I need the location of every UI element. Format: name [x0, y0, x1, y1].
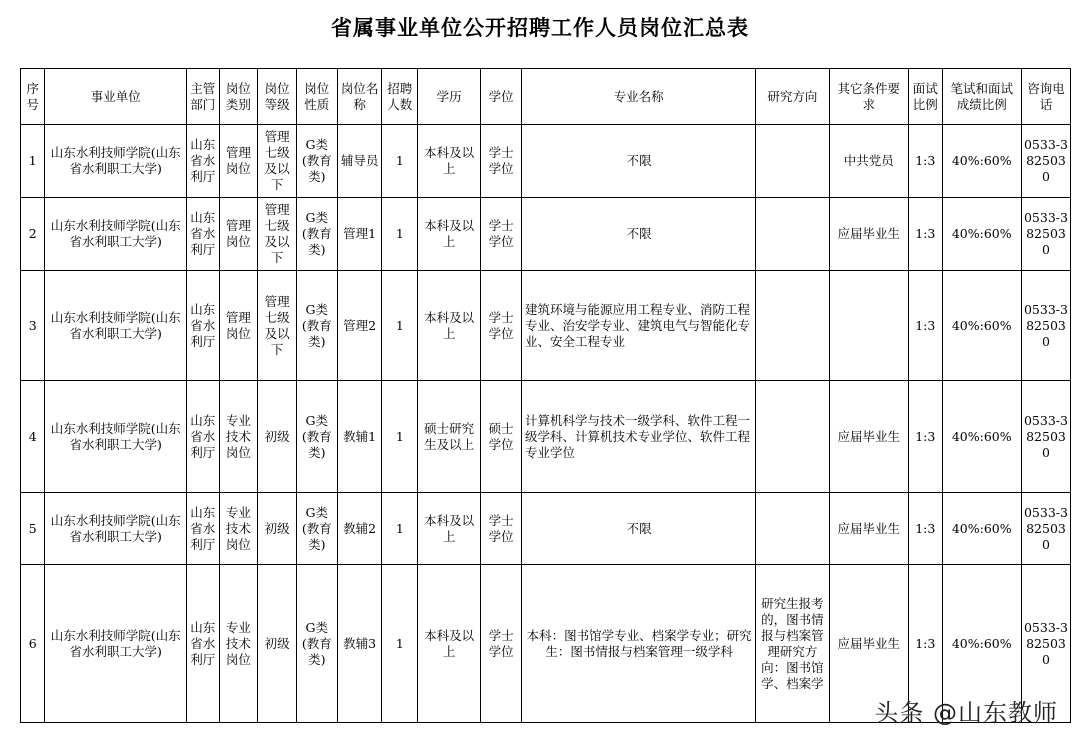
header-cell: 事业单位	[45, 69, 187, 125]
nature-cell: G类(教育类)	[296, 198, 337, 271]
other-cell: 应届毕业生	[829, 565, 908, 723]
interview-ratio-cell: 1:3	[908, 565, 942, 723]
score-ratio-cell: 40%:60%	[942, 125, 1021, 198]
major-cell: 不限	[521, 493, 755, 565]
unit-cell: 山东水利技师学院(山东省水利职工大学)	[45, 125, 187, 198]
dept-cell: 山东省水利厅	[186, 381, 219, 493]
major-cell: 不限	[521, 198, 755, 271]
post-cell: 教辅1	[337, 381, 382, 493]
table-row	[21, 271, 1071, 381]
unit-cell: 山东水利技师学院(山东省水利职工大学)	[45, 381, 187, 493]
header-cell: 岗位名称	[337, 69, 382, 125]
other-cell: 应届毕业生	[829, 493, 908, 565]
post-cell: 教辅2	[337, 493, 382, 565]
degree-cell: 学士学位	[481, 271, 522, 381]
unit-cell: 山东水利技师学院(山东省水利职工大学)	[45, 271, 187, 381]
level-cell: 初级	[258, 493, 297, 565]
degree-cell: 学士学位	[481, 198, 522, 271]
unit-cell: 山东水利技师学院(山东省水利职工大学)	[45, 493, 187, 565]
education-cell: 本科及以上	[418, 493, 481, 565]
major-cell: 不限	[521, 125, 755, 198]
count-cell: 1	[382, 198, 418, 271]
other-cell	[829, 271, 908, 381]
education-cell: 硕士研究生及以上	[418, 381, 481, 493]
count-cell: 1	[382, 381, 418, 493]
count-cell: 1	[382, 565, 418, 723]
research-cell	[756, 381, 829, 493]
phone-cell: 0533-3825030	[1021, 198, 1070, 271]
header-cell: 学位	[481, 69, 522, 125]
unit-cell: 山东水利技师学院(山东省水利职工大学)	[45, 198, 187, 271]
other-cell: 应届毕业生	[829, 381, 908, 493]
research-cell	[756, 198, 829, 271]
research-cell: 研究生报考的，图书情报与档案管理研究方向：图书馆学、档案学	[756, 565, 829, 723]
research-cell	[756, 125, 829, 198]
interview-ratio-cell: 1:3	[908, 493, 942, 565]
header-cell: 其它条件要求	[829, 69, 908, 125]
header-cell: 主管部门	[186, 69, 219, 125]
category-cell: 管理岗位	[219, 125, 258, 198]
phone-cell: 0533-3825030	[1021, 381, 1070, 493]
interview-ratio-cell: 1:3	[908, 125, 942, 198]
header-cell: 咨询电话	[1021, 69, 1070, 125]
other-cell: 中共党员	[829, 125, 908, 198]
level-cell: 管理七级及以下	[258, 198, 297, 271]
education-cell: 本科及以上	[418, 565, 481, 723]
count-cell: 1	[382, 493, 418, 565]
header-cell: 岗位等级	[258, 69, 297, 125]
count-cell: 1	[382, 125, 418, 198]
post-cell: 教辅3	[337, 565, 382, 723]
header-cell: 专业名称	[521, 69, 755, 125]
row-number: 2	[21, 198, 45, 271]
row-number: 1	[21, 125, 45, 198]
header-cell: 招聘人数	[382, 69, 418, 125]
document-title: 省属事业单位公开招聘工作人员岗位汇总表	[331, 15, 749, 40]
major-cell: 建筑环境与能源应用工程专业、消防工程专业、治安学专业、建筑电气与智能化专业、安全工程专业	[521, 271, 755, 381]
education-cell: 本科及以上	[418, 198, 481, 271]
phone-cell: 0533-3825030	[1021, 125, 1070, 198]
category-cell: 管理岗位	[219, 198, 258, 271]
interview-ratio-cell: 1:3	[908, 381, 942, 493]
row-number: 5	[21, 493, 45, 565]
table-row	[21, 381, 1071, 493]
category-cell: 专业技术岗位	[219, 493, 258, 565]
level-cell: 初级	[258, 565, 297, 723]
table-row	[21, 198, 1071, 271]
score-ratio-cell: 40%:60%	[942, 493, 1021, 565]
nature-cell: G类(教育类)	[296, 125, 337, 198]
level-cell: 管理七级及以下	[258, 125, 297, 198]
research-cell	[756, 493, 829, 565]
score-ratio-cell: 40%:60%	[942, 565, 1021, 723]
degree-cell: 学士学位	[481, 125, 522, 198]
dept-cell: 山东省水利厅	[186, 198, 219, 271]
degree-cell: 学士学位	[481, 565, 522, 723]
score-ratio-cell: 40%:60%	[942, 198, 1021, 271]
nature-cell: G类(教育类)	[296, 271, 337, 381]
header-cell: 笔试和面试成绩比例	[942, 69, 1021, 125]
table-row	[21, 493, 1071, 565]
nature-cell: G类(教育类)	[296, 565, 337, 723]
header-cell: 学历	[418, 69, 481, 125]
dept-cell: 山东省水利厅	[186, 125, 219, 198]
row-number: 3	[21, 271, 45, 381]
unit-cell: 山东水利技师学院(山东省水利职工大学)	[45, 565, 187, 723]
header-cell: 面试比例	[908, 69, 942, 125]
category-cell: 专业技术岗位	[219, 565, 258, 723]
score-ratio-cell: 40%:60%	[942, 381, 1021, 493]
post-cell: 管理2	[337, 271, 382, 381]
header-cell: 研究方向	[756, 69, 829, 125]
education-cell: 本科及以上	[418, 125, 481, 198]
dept-cell: 山东省水利厅	[186, 271, 219, 381]
degree-cell: 学士学位	[481, 493, 522, 565]
phone-cell: 0533-3825030	[1021, 271, 1070, 381]
major-cell: 本科：图书馆学专业、档案学专业；研究生：图书情报与档案管理一级学科	[521, 565, 755, 723]
dept-cell: 山东省水利厅	[186, 493, 219, 565]
dept-cell: 山东省水利厅	[186, 565, 219, 723]
header-cell: 岗位类别	[219, 69, 258, 125]
other-cell: 应届毕业生	[829, 198, 908, 271]
post-cell: 管理1	[337, 198, 382, 271]
header-cell: 序号	[21, 69, 45, 125]
header-cell: 岗位性质	[296, 69, 337, 125]
phone-cell: 0533-3825030	[1021, 565, 1070, 723]
level-cell: 初级	[258, 381, 297, 493]
row-number: 4	[21, 381, 45, 493]
education-cell: 本科及以上	[418, 271, 481, 381]
nature-cell: G类(教育类)	[296, 493, 337, 565]
category-cell: 专业技术岗位	[219, 381, 258, 493]
research-cell	[756, 271, 829, 381]
positions-table	[20, 68, 1071, 723]
level-cell: 管理七级及以下	[258, 271, 297, 381]
category-cell: 管理岗位	[219, 271, 258, 381]
post-cell: 辅导员	[337, 125, 382, 198]
table-row	[21, 125, 1071, 198]
nature-cell: G类(教育类)	[296, 381, 337, 493]
degree-cell: 硕士学位	[481, 381, 522, 493]
score-ratio-cell: 40%:60%	[942, 271, 1021, 381]
interview-ratio-cell: 1:3	[908, 198, 942, 271]
watermark-text: 头条 @山东教师	[874, 699, 1058, 727]
phone-cell: 0533-3825030	[1021, 493, 1070, 565]
row-number: 6	[21, 565, 45, 723]
count-cell: 1	[382, 271, 418, 381]
header-row	[21, 69, 1071, 125]
major-cell: 计算机科学与技术一级学科、软件工程一级学科、计算机技术专业学位、软件工程专业学位	[521, 381, 755, 493]
interview-ratio-cell: 1:3	[908, 271, 942, 381]
